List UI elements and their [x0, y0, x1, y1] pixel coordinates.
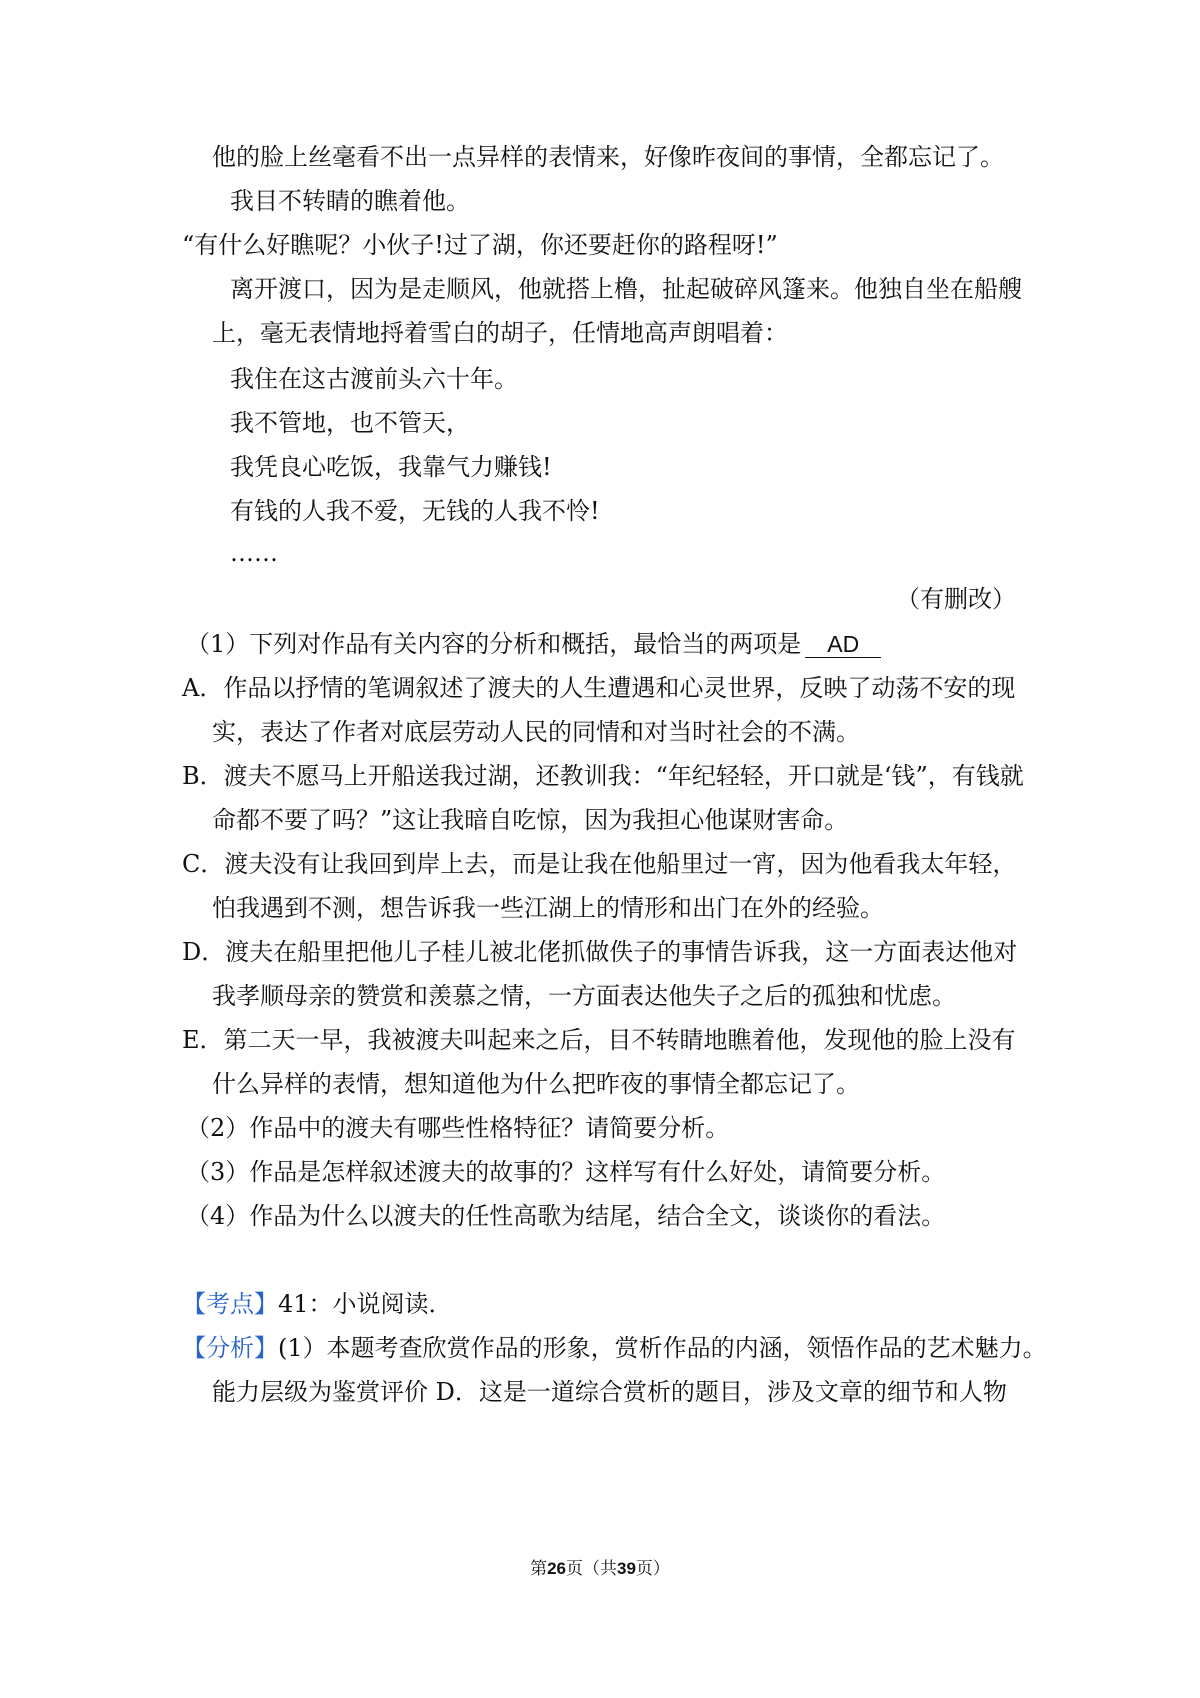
- fenxi-line: [182, 1331, 1047, 1365]
- question-4: （4）作品为什么以渡夫的任性高歌为结尾，结合全文，谈谈你的看法。: [186, 1202, 946, 1230]
- kaodian-text: 41：小说阅读．: [278, 1290, 453, 1318]
- option-a-cont: 实，表达了作者对底层劳动人民的同情和对当时社会的不满。: [212, 718, 860, 746]
- story-paragraph: 上，毫无表情地捋着雪白的胡子，任情地高声朗唱着：: [212, 319, 788, 347]
- song-line: 有钱的人我不爱，无钱的人我不怜!: [230, 497, 600, 525]
- question-2: （2）作品中的渡夫有哪些性格特征？请简要分析。: [186, 1114, 730, 1142]
- fenxi-tag: 【分析】: [182, 1334, 278, 1362]
- page-footer: [0, 1557, 1200, 1581]
- option-d-cont: 我孝顺母亲的赞赏和羡慕之情，一方面表达他失子之后的孤独和忧虑。: [212, 982, 956, 1010]
- option-a: A．作品以抒情的笔调叙述了渡夫的人生遭遇和心灵世界，反映了动荡不安的现: [182, 674, 1016, 702]
- story-dialogue: “有什么好瞧呢？小伙子!过了湖，你还要赶你的路程呀!”: [182, 231, 778, 259]
- option-b: B．渡夫不愿马上开船送我过湖，还教训我：“年纪轻轻，开口就是‘钱”，有钱就: [182, 762, 1024, 790]
- kaodian-line: [182, 1287, 453, 1321]
- footer-page-number: 26: [547, 1559, 566, 1578]
- option-b-cont: 命都不要了吗？”这让我暗自吃惊，因为我担心他谋财害命。: [212, 806, 849, 834]
- option-c-cont: 怕我遇到不测，想告诉我一些江湖上的情形和出门在外的经验。: [212, 894, 884, 922]
- story-paragraph: 我目不转睛的瞧着他。: [230, 187, 470, 215]
- option-c: C．渡夫没有让我回到岸上去，而是让我在他船里过一宵，因为他看我太年轻，: [182, 850, 1017, 878]
- question-3: （3）作品是怎样叙述渡夫的故事的？这样写有什么好处，请简要分析。: [186, 1158, 946, 1186]
- option-d: D．渡夫在船里把他儿子桂儿被北佬抓做佚子的事情告诉我，这一方面表达他对: [182, 938, 1018, 966]
- footer-pre: 第: [530, 1559, 548, 1579]
- song-line: 我凭良心吃饭，我靠气力赚钱!: [230, 453, 552, 481]
- question-1-prompt: （1）下列对作品有关内容的分析和概括，最恰当的两项是: [186, 630, 802, 658]
- source-note: （有删改）: [896, 585, 1016, 613]
- option-e-cont: 什么异样的表情，想知道他为什么把昨夜的事情全都忘记了。: [212, 1070, 860, 1098]
- fenxi-text: (1）本题考查欣赏作品的形象，赏析作品的内涵，领悟作品的艺术魅力。: [278, 1334, 1047, 1362]
- fenxi-cont: 能力层级为鉴赏评价 D．这是一道综合赏析的题目，涉及文章的细节和人物: [212, 1378, 1007, 1406]
- story-paragraph: 他的脸上丝毫看不出一点异样的表情来，好像昨夜间的事情，全都忘记了。: [212, 143, 1004, 171]
- story-paragraph: 离开渡口，因为是走顺风，他就搭上橹，扯起破碎风篷来。他独自坐在船艘: [230, 275, 1022, 303]
- song-line: 我不管地，也不管天，: [230, 409, 470, 437]
- kaodian-tag: 【考点】: [182, 1290, 278, 1318]
- option-e: E．第二天一早，我被渡夫叫起来之后，目不转睛地瞧着他，发现他的脸上没有: [182, 1026, 1016, 1054]
- song-ellipsis: ……: [230, 539, 278, 567]
- question-1-answer: AD: [805, 631, 881, 658]
- song-line: 我住在这古渡前头六十年。: [230, 365, 518, 393]
- footer-total-pages: 39: [617, 1559, 636, 1578]
- footer-mid: 页（共: [566, 1559, 617, 1579]
- question-1: [186, 627, 881, 661]
- footer-post: 页）: [635, 1559, 670, 1579]
